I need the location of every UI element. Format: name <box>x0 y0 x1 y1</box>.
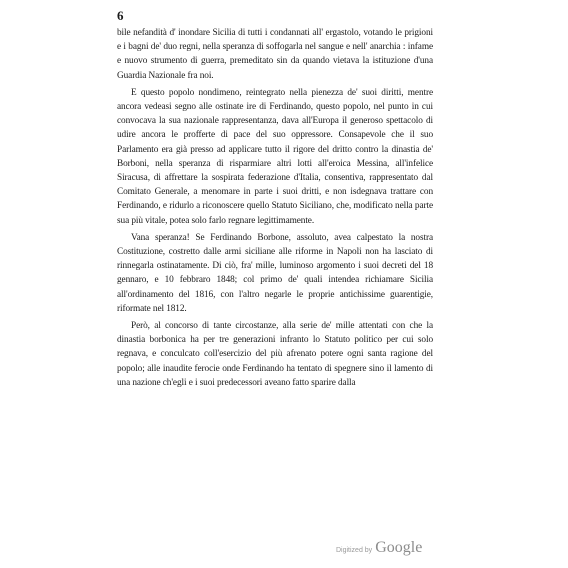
paragraph: Però, al concorso di tante circostanze, alla serie de' mille attentati con che la dinastia borbonica ha per tre generazioni infranto lo Statuto politico per cui solo regnava, e conculcato coll'esercizio del più afrenato potere ogni santa ragione del popolo; alle inaudite ferocie onde Ferdinando ha tentato di spegnere sino il lamento di una nazione ch'egli e i suoi predecessori aveano fatto sparire dalla <box>117 321 433 388</box>
page-number: 6 <box>117 8 124 23</box>
paragraph: E questo popolo nondimeno, reintegrato nella pienezza de' suoi diritti, mentre ancora vedeasi segno alle ostinate ire di Ferdinando, questo popolo, nel punto in cui convocava la sua nazionale rappresentanza, dava all'Europa il generoso spettacolo di udire ancora le profferte di pace del suo oppressore. Consapevole che il suo Parlamento era già presso ad applicare tutto il rigore del dritto contro la dinastia de' Borboni, nella speranza di risparmiare altri lotti all'eroica Messina, all'infelice Siracusa, di affrettare la sospirata federazione d'Italia, consentiva, rappresentato dal Comitato Generale, a menomare in parte i suoi dritti, e non isdegnava trattare con Ferdinando, e ridurlo a riconoscere quello Statuto Siciliano, che, modificato nella parte sua più vitale, potea solo farlo regnare legittimamente. <box>117 87 433 226</box>
digitized-by-google-watermark <box>336 539 422 557</box>
google-logo: Google <box>375 539 423 556</box>
body-text <box>117 26 433 393</box>
watermark-prefix: Digitized by <box>336 547 373 554</box>
paragraph: Vana speranza! Se Ferdinando Borbone, assoluto, avea calpestato la nostra Costituzione, costretto dalle armi siciliane alle riforme in Napoli non ha lasciato di rinnegarla ostinatamente. Di ciò, fra' mille, luminoso argomento i suoi decreti del 18 gennaro, e 10 febbraro 1848; col primo de' quali intendea richiamare Sicilia all'ordinamento del 1816, con l'altro negarle le proprie antichissime guarentigie, riformate nel 1812. <box>117 232 433 314</box>
paragraph-continued: bile nefandità d' inondare Sicilia di tutti i condannati all' ergastolo, votando le prigioni e i bagni de' duo regni, nella speranza di soffogarla nel sangue e nell' anarchia : infame e nuovo strumento di guerra, premeditato sin da quando vietava la istituzione d'una Guardia Nazionale fra noi. <box>117 28 433 81</box>
